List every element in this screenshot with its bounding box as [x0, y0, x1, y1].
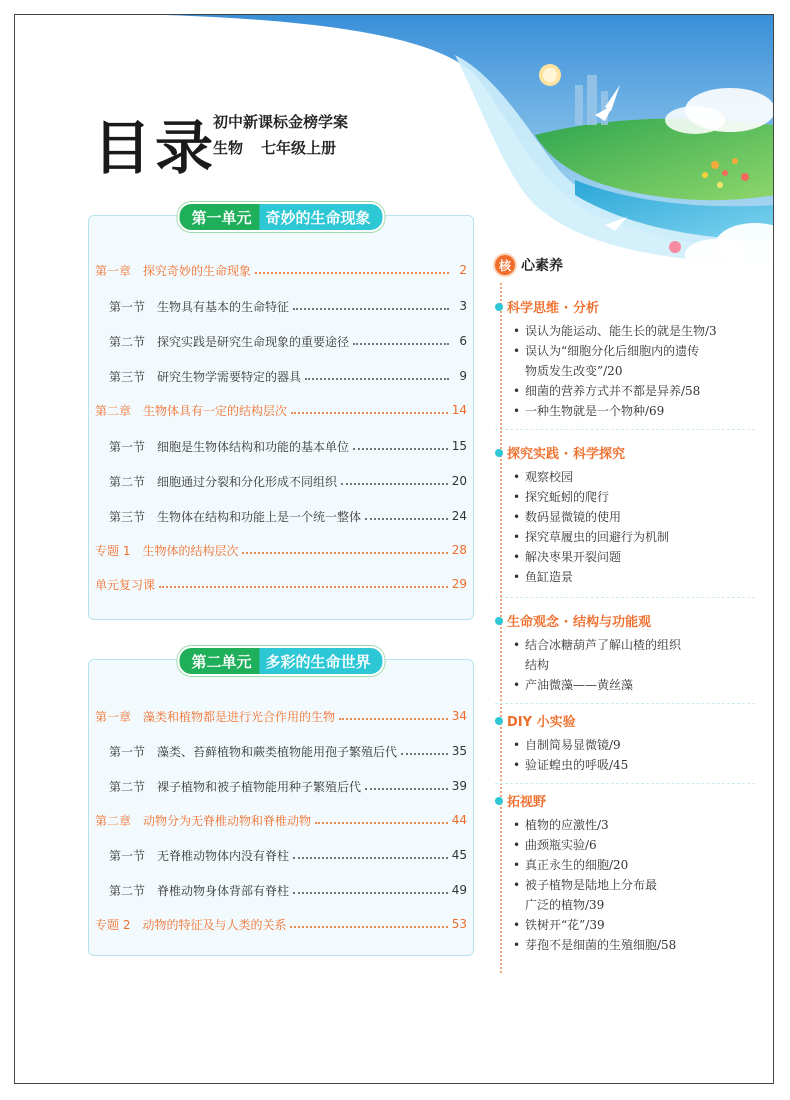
toc-page: 3 [459, 299, 467, 313]
toc-page: 49 [451, 883, 467, 897]
toc-title: 无脊椎动物体内没有脊柱 [157, 848, 290, 863]
core-item-text: 误认为能运动、能生长的就是生物/3 [525, 324, 717, 338]
toc-leader [242, 552, 447, 554]
core-item-text: 数码显微镜的使用 [525, 510, 622, 524]
core-item [513, 468, 573, 487]
core-item-text: 真正永生的细胞/20 [525, 858, 629, 872]
core-item-text: 曲颈瓶实验/6 [525, 838, 597, 852]
unit-2-header [177, 646, 384, 676]
core-item [513, 322, 717, 341]
toc-title: 生物具有基本的生命特征 [157, 299, 290, 314]
toc-row[interactable] [95, 914, 467, 934]
category-name: 生命观念 · 结构与功能观 [507, 615, 651, 630]
toc-page: 45 [451, 848, 467, 862]
category-separator [495, 703, 755, 704]
core-item [513, 402, 664, 421]
toc-number: 第二章 [95, 813, 132, 828]
toc-leader [255, 272, 449, 274]
toc-row[interactable] [95, 331, 467, 351]
toc-page: 53 [451, 917, 467, 931]
toc-number: 第一节 [109, 439, 146, 454]
core-item-text: 自制简易显微镜/9 [525, 738, 621, 752]
toc-leader [290, 926, 447, 928]
toc-number: 第二节 [109, 474, 146, 489]
toc-row[interactable] [95, 810, 467, 830]
toc-row[interactable] [95, 400, 467, 420]
toc-title: 生物体的结构层次 [142, 543, 239, 558]
unit-1-number: 第一单元 [179, 204, 259, 230]
toc-page: 29 [451, 577, 467, 591]
core-item [513, 816, 609, 835]
toc-number: 第一章 [95, 263, 132, 278]
toc-row[interactable] [95, 260, 467, 280]
core-category [495, 711, 576, 730]
category-dot-icon [495, 717, 503, 725]
toc-title: 藻类、苔藓植物和蕨类植物能用孢子繁殖后代 [157, 744, 398, 759]
bullet-icon: • [513, 918, 521, 932]
category-dot-icon [495, 617, 503, 625]
toc-title: 探究实践是研究生命现象的重要途径 [157, 334, 350, 349]
toc-title: 脊椎动物身体背部有脊柱 [157, 883, 290, 898]
toc-page: 44 [451, 813, 467, 827]
bullet-icon: • [513, 738, 521, 752]
core-item [513, 896, 604, 915]
core-item [513, 568, 573, 587]
toc-row[interactable] [95, 366, 467, 386]
toc-page: 35 [451, 744, 467, 758]
toc-number: 第三节 [109, 509, 146, 524]
core-item-text: 细菌的营养方式并不都是异养/58 [525, 384, 701, 398]
toc-page: 14 [451, 403, 467, 417]
toc-title: 藻类和植物都是进行光合作用的生物 [143, 709, 336, 724]
toc-page: 2 [459, 263, 467, 277]
toc-number: 第一节 [109, 744, 146, 759]
unit-2-box [88, 652, 474, 956]
category-separator [495, 783, 755, 784]
toc-leader [365, 518, 448, 520]
bullet-icon: • [513, 344, 521, 358]
bullet-icon: • [513, 510, 521, 524]
core-item-text: 植物的应激性/3 [525, 818, 609, 832]
unit-2-name: 多彩的生命世界 [260, 648, 383, 674]
core-item-text: 探究草履虫的回避行为机制 [525, 530, 670, 544]
toc-number: 第二节 [109, 779, 146, 794]
toc-row[interactable] [95, 845, 467, 865]
bullet-icon: • [513, 678, 521, 692]
unit-1-name: 奇妙的生命现象 [260, 204, 383, 230]
book-series: 初中新课标金榜学案 [213, 113, 349, 131]
core-item [513, 936, 676, 955]
bullet-icon: • [513, 638, 521, 652]
core-item-text: 结合冰糖葫芦了解山楂的组织 [525, 638, 682, 652]
core-item [513, 676, 633, 695]
toc-page: 28 [451, 543, 467, 557]
toc-leader [401, 753, 448, 755]
toc-leader [341, 483, 448, 485]
core-item-text: 被子植物是陆地上分布最 [525, 878, 658, 892]
unit-2-number: 第二单元 [179, 648, 259, 674]
core-item [513, 508, 621, 527]
toc-page: 9 [459, 369, 467, 383]
core-item [513, 488, 609, 507]
book-subject: 生物 [213, 139, 244, 157]
core-item-text: 铁树开“花”/39 [525, 918, 605, 932]
toc-number: 第一章 [95, 709, 132, 724]
category-separator [495, 429, 755, 430]
toc-leader [291, 412, 448, 414]
toc-row[interactable] [95, 776, 467, 796]
core-category [495, 611, 651, 630]
category-name: 拓视野 [507, 795, 547, 810]
toc-page: 20 [451, 474, 467, 488]
core-item [513, 528, 669, 547]
core-item-text: 观察校园 [525, 470, 574, 484]
toc-title: 动物的特征及与人类的关系 [142, 917, 287, 932]
toc-leader [353, 343, 449, 345]
toc-row[interactable] [95, 506, 467, 526]
core-item-text: 验证蝗虫的呼吸/45 [525, 758, 629, 772]
page-frame [14, 14, 774, 1084]
toc-row[interactable] [95, 706, 467, 726]
bullet-icon: • [513, 858, 521, 872]
core-item-text: 探究蚯蚓的爬行 [525, 490, 610, 504]
category-dot-icon [495, 449, 503, 457]
toc-title: 单元复习课 [95, 577, 156, 592]
bullet-icon: • [513, 570, 521, 584]
core-item [513, 342, 699, 361]
toc-row[interactable] [95, 436, 467, 456]
category-dot-icon [495, 797, 503, 805]
core-item-text: 广泛的植物/39 [525, 898, 605, 912]
category-separator [495, 597, 755, 598]
core-item [513, 636, 681, 655]
toc-number: 第二节 [109, 883, 146, 898]
core-item [513, 382, 700, 401]
core-item-text: 解决枣果开裂问题 [525, 550, 622, 564]
core-item-text: 误认为“细胞分化后细胞内的遗传 [525, 344, 700, 358]
core-item-text: 产油微藻——黄丝藻 [525, 678, 634, 692]
toc-number: 专题 2 [95, 917, 131, 932]
toc-number: 第一节 [109, 848, 146, 863]
core-item-text: 一种生物就是一个物种/69 [525, 404, 665, 418]
bullet-icon: • [513, 758, 521, 772]
toc-row[interactable] [95, 540, 467, 560]
category-name: 探究实践 · 科学探究 [507, 447, 625, 462]
toc-leader [293, 892, 448, 894]
core-item [513, 756, 628, 775]
category-dot-icon [495, 303, 503, 311]
toc-title: 生物体具有一定的结构层次 [143, 403, 288, 418]
toc-row[interactable] [95, 574, 467, 594]
toc-page: 6 [459, 334, 467, 348]
core-item-text: 芽孢不是细菌的生殖细胞/58 [525, 938, 677, 952]
toc-number: 专题 1 [95, 543, 131, 558]
category-name: 科学思维 · 分析 [507, 301, 599, 316]
book-subject-grade [213, 137, 354, 158]
toc-page: 15 [451, 439, 467, 453]
toc-number: 第三节 [109, 369, 146, 384]
core-title-text: 心素养 [521, 258, 563, 274]
core-category [495, 443, 625, 462]
toc-number: 第二节 [109, 334, 146, 349]
toc-leader [353, 448, 448, 450]
toc-page: 39 [451, 779, 467, 793]
core-item [513, 836, 597, 855]
toc-title: 生物体在结构和功能上是一个统一整体 [157, 509, 362, 524]
bullet-icon: • [513, 838, 521, 852]
core-item [513, 548, 621, 567]
category-name: DIY 小实验 [507, 715, 576, 730]
toc-leader [315, 822, 448, 824]
bullet-icon: • [513, 818, 521, 832]
bullet-icon: • [513, 384, 521, 398]
toc-row[interactable] [95, 880, 467, 900]
core-item [513, 916, 605, 935]
toc-title: 动物分为无脊椎动物和脊椎动物 [143, 813, 312, 828]
core-item [513, 876, 657, 895]
bullet-icon: • [513, 490, 521, 504]
toc-leader [159, 586, 448, 588]
bullet-icon: • [513, 878, 521, 892]
bullet-icon: • [513, 938, 521, 952]
core-badge: 核 [495, 255, 515, 275]
toc-leader [339, 718, 448, 720]
core-item [513, 362, 622, 381]
toc-number: 第二章 [95, 403, 132, 418]
core-item [513, 656, 549, 675]
toc-page: 34 [451, 709, 467, 723]
toc-row[interactable] [95, 296, 467, 316]
bullet-icon: • [513, 550, 521, 564]
core-item [513, 856, 628, 875]
toc-title: 探究奇妙的生命现象 [143, 263, 252, 278]
book-grade: 七年级上册 [261, 139, 337, 157]
toc-title: 裸子植物和被子植物能用种子繁殖后代 [157, 779, 362, 794]
unit-1-header [177, 202, 384, 232]
page-title: 目录 [93, 114, 218, 182]
core-item-text: 结构 [525, 658, 550, 672]
toc-row[interactable] [95, 741, 467, 761]
toc-title: 研究生物学需要特定的器具 [157, 369, 302, 384]
toc-title: 细胞通过分裂和分化形成不同组织 [157, 474, 338, 489]
unit-1-box [88, 208, 474, 620]
bullet-icon: • [513, 324, 521, 338]
toc-leader [293, 308, 449, 310]
bullet-icon: • [513, 530, 521, 544]
core-category [495, 791, 546, 810]
core-category [495, 297, 599, 316]
toc-leader [365, 788, 448, 790]
core-item-text: 物质发生改变”/20 [525, 364, 623, 378]
toc-leader [305, 378, 449, 380]
bullet-icon: • [513, 470, 521, 484]
toc-page: 24 [451, 509, 467, 523]
core-item [513, 736, 621, 755]
bullet-icon: • [513, 404, 521, 418]
toc-title: 细胞是生物体结构和功能的基本单位 [157, 439, 350, 454]
core-literacy-title [495, 255, 563, 275]
toc-leader [293, 857, 448, 859]
core-item-text: 鱼缸造景 [525, 570, 574, 584]
toc-number: 第一节 [109, 299, 146, 314]
toc-row[interactable] [95, 471, 467, 491]
